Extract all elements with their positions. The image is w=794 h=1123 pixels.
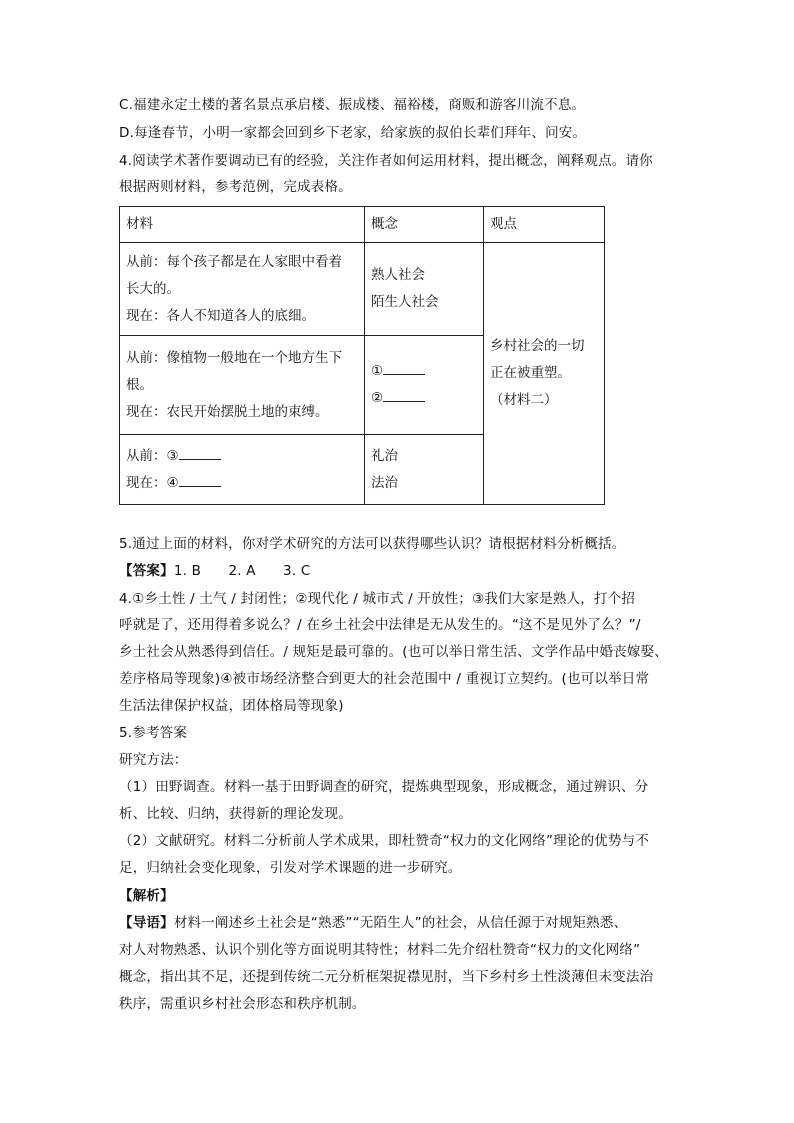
blank-2-label: ② — [371, 390, 384, 406]
guide-line-3: 概念，指出其不足，还提到传统二元分析框架捉襟见肘，当下乡村乡土性淡薄但未变法治 — [119, 969, 654, 985]
blank-line — [383, 387, 425, 402]
guide-label: 【导语】 — [119, 915, 174, 931]
blank-1-label: ① — [371, 363, 384, 379]
answer-5-method: 研究方法： — [119, 752, 188, 768]
answer-text: 1. B 2. A 3. C — [173, 563, 311, 579]
guide-line-2: 对人对物熟悉、认识个别化等方面说明其特性；材料二先介绍杜赞奇“权力的文化网络” — [119, 942, 641, 958]
answer-label: 【答案】 — [119, 563, 174, 579]
answer-5-item-2-line-2: 足，归纳社会变化现象，引发对学术课题的进一步研究。 — [119, 860, 462, 876]
question-5: 5.通过上面的材料，你对学术研究的方法可以获得哪些认识？请根据材料分析概括。 — [119, 536, 626, 552]
option-c: C.福建永定土楼的著名景点承启楼、振成楼、福裕楼，商贩和游客川流不息。 — [119, 97, 586, 113]
answer-5-item-1-line-1: （1）田野调查。材料一基于田野调查的研究，提炼典型现象，形成概念，通过辨识、分 — [119, 779, 649, 795]
answer-4-line-2: 呼就是了，还用得着多说么？/ 在乡土社会中法律是无从发生的。“这不是见外了么？”/ — [119, 617, 641, 633]
question-4-line-1: 4.阅读学术著作要调动已有的经验，关注作者如何运用材料，提出概念，阐释观点。请你 — [119, 153, 653, 169]
blank-line — [179, 445, 221, 460]
answer-4-line-5: 生活法律保护权益，团体格局等现象) — [119, 698, 344, 714]
material-table — [119, 206, 605, 505]
answer-5-title: 5.参考答案 — [119, 725, 188, 741]
answer-4-line-3: 乡土社会从熟悉得到信任。/ 规矩是最可靠的。(也可以举日常生活、文学作品中婚丧嫁娶、 — [119, 644, 669, 660]
blank-line — [179, 472, 221, 487]
header-material: 材料 — [120, 207, 365, 243]
answer-line — [119, 562, 679, 580]
blank-4-label: 现在：④ — [126, 474, 179, 491]
answer-5-item-1-line-2: 析、比较、归纳，获得新的理论发现。 — [119, 806, 352, 822]
guide-line-4: 秩序，需重识乡村社会形态和秩序机制。 — [119, 996, 366, 1012]
table-row — [120, 243, 605, 336]
header-viewpoint: 观点 — [483, 207, 604, 243]
concept-cell: 熟人社会 陌生人社会 — [365, 243, 484, 336]
material-cell: 从前：每个孩子都是在人家眼中看着 长大的。 现在：各人不知道各人的底细。 — [120, 243, 365, 336]
answer-5-item-2-line-1: （2）文献研究。材料二分析前人学术成果，即杜赞奇“权力的文化网络”理论的优势与不 — [119, 833, 650, 849]
blank-3-label: 从前：③ — [126, 447, 179, 464]
material-cell — [120, 435, 365, 505]
analysis-label: 【解析】 — [119, 888, 174, 904]
header-concept: 概念 — [365, 207, 484, 243]
answer-4-line-1: 4.①乡土性 / 土气 / 封闭性；②现代化 / 城市式 / 开放性；③我们大家是熟人，打个招 — [119, 591, 636, 607]
answer-4-line-4: 差序格局等现象)④被市场经济整合到更大的社会范围中 / 重视订立契约。(也可以举日常 — [119, 671, 650, 687]
concept-cell — [365, 336, 484, 435]
question-4-line-2: 根据两则材料，参考范例，完成表格。 — [119, 179, 352, 195]
blank-line — [383, 360, 425, 375]
option-d: D.每逢春节，小明一家都会回到乡下老家，给家族的叔伯长辈们拜年、问安。 — [119, 125, 587, 141]
table-header-row — [120, 207, 605, 243]
viewpoint-cell: 乡村社会的一切 正在被重塑。 （材料二） — [483, 243, 604, 505]
concept-cell: 礼治 法治 — [365, 435, 484, 505]
guide-line-1: 【导语】材料一阐述乡土社会是“熟悉”“无陌生人”的社会，从信任源于对规矩熟悉、 — [119, 915, 628, 931]
material-cell: 从前：像植物一般地在一个地方生下 根。 现在：农民开始摆脱土地的束缚。 — [120, 336, 365, 435]
